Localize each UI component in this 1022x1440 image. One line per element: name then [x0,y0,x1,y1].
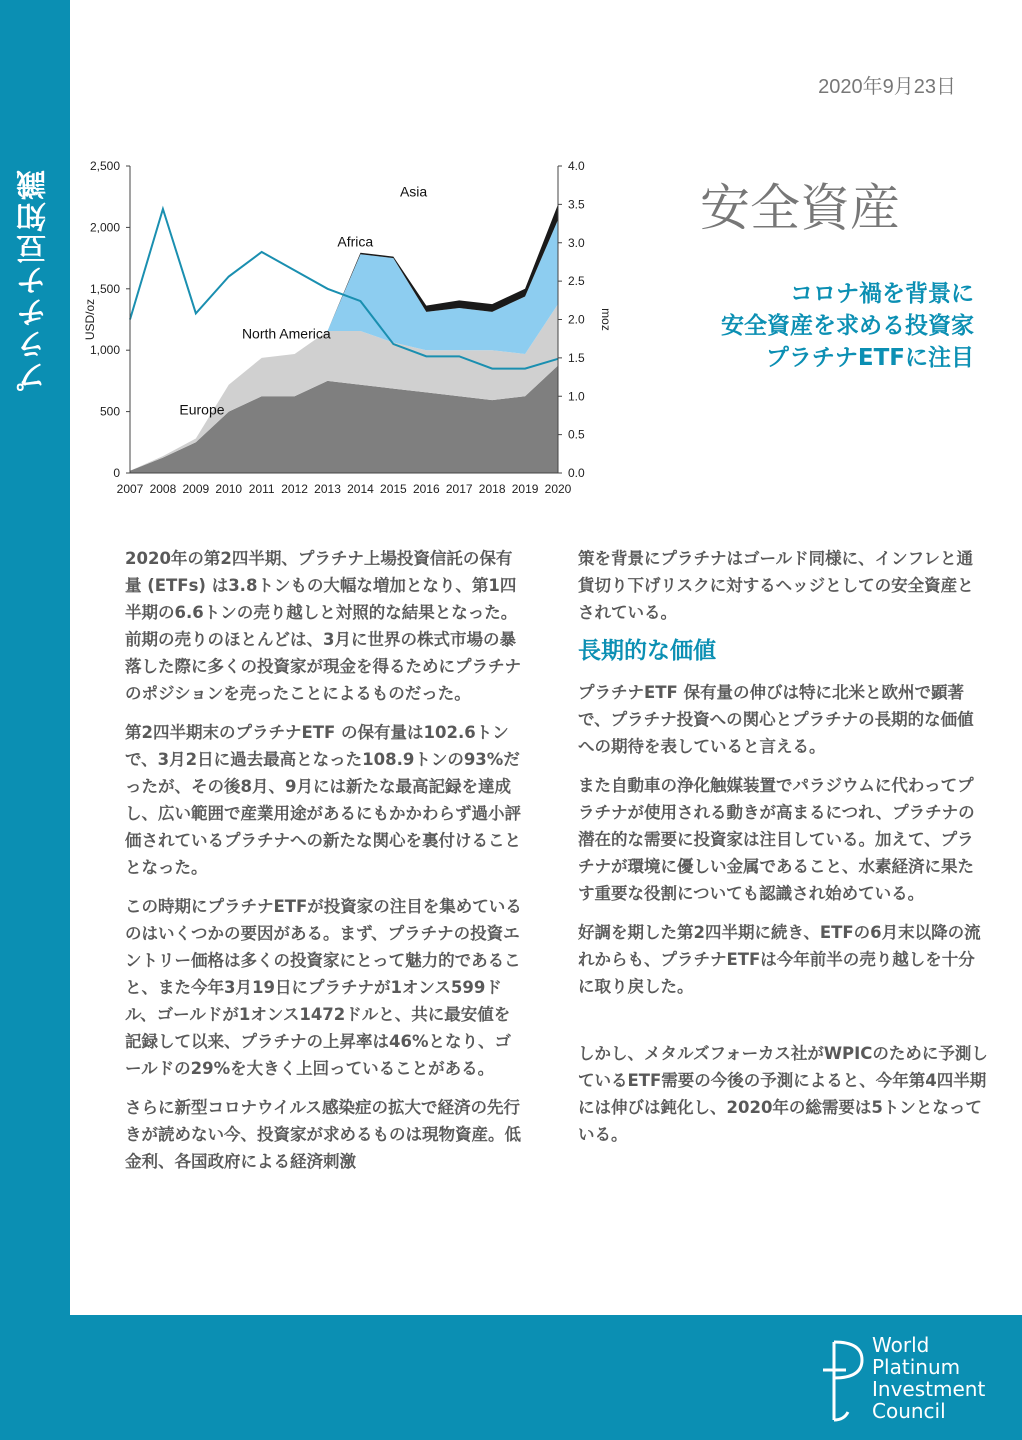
y-left-tick-label: 500 [99,404,120,419]
logo-line: Platinum [872,1355,961,1379]
y-left-tick-label: 1,000 [89,343,120,358]
logo-line: Investment [872,1377,986,1401]
body-paragraph: 策を背景にプラチナはゴールド同様に、インフレと通貨切り下げリスクに対するヘッジとしての安全資産とされている。 [578,549,974,622]
subtitle-line: コロナ禍を背景に [790,281,974,307]
y-left-tick-label: 0 [113,466,120,480]
page-title: 安全資産 [700,179,900,237]
x-tick-label: 2017 [445,482,473,496]
text-column-left [125,545,525,1187]
body-paragraph: 好調を期した第2四半期に続き、ETFの6月末以降の流れからも、プラチナETFは今年前半の売り越しを十分に取り戻した。 [578,923,981,996]
logo-line: World [872,1333,930,1357]
body-paragraph: さらに新型コロナウイルス感染症の拡大で経済の先行きが読めない今、投資家が求めるものは現物資産。低金利、各国政府による経済刺激 [125,1098,521,1171]
y-right-tick-label: 3.0 [568,235,585,250]
x-tick-label: 2007 [116,482,144,496]
y-right-tick-label: 0.0 [568,466,585,480]
y-right-tick-label: 3.5 [568,197,585,212]
x-tick-label: 2018 [478,482,506,496]
y-right-tick-label: 2.0 [568,312,585,327]
x-tick-label: 2020 [544,482,572,496]
body-paragraph: プラチナETF 保有量の伸びは特に北米と欧州で顕著で、プラチナ投資への関心とプラチナの長期的な価値への期待を表していると言える。 [578,683,974,756]
publish-date: 2020年9月23日 [818,76,956,98]
y-left-tick-label: 2,000 [89,220,120,235]
etf-holdings-chart [80,150,620,505]
text-column-right [578,545,988,1160]
y-left-tick-label: 2,500 [89,159,120,173]
x-tick-label: 2012 [281,482,308,496]
x-tick-label: 2013 [314,482,341,496]
body-paragraph: また自動車の浄化触媒装置でパラジウムに代わってプラチナが使用される動きが高まるにつれ、プラチナの潜在的な需要に投資家は注目している。加えて、プラチナが環境に優しい金属であること、水素経済に果たす重要な役割についても認識され始めている。 [578,776,975,903]
y-right-tick-label: 2.5 [568,274,585,289]
section-heading: 長期的な価値 [578,638,716,664]
sidebar [0,0,70,1440]
subtitle-line: プラチナETFに注目 [765,345,974,371]
x-tick-label: 2016 [412,482,440,496]
x-tick-label: 2015 [380,482,407,496]
logo-line: Council [872,1399,946,1423]
x-tick-label: 2014 [347,482,374,496]
x-tick-label: 2011 [248,482,275,496]
y-right-tick-label: 1.5 [568,350,585,365]
logo-wordmark [872,1334,985,1422]
wpic-logo-mark [820,1336,866,1426]
y-right-tick-label: 0.5 [568,427,585,442]
series-label: North America [241,325,331,342]
series-label: Africa [337,233,374,250]
body-paragraph: この時期にプラチナETFが投資家の注目を集めているのはいくつかの要因がある。まず、プラチナの投資エントリー価格は多くの投資家にとって魅力的であること、また今年3月19日にプラチナが1オンス599ドル、ゴールドが1オンス1472ドルと、共に最安値を記録して以来、プラチナの上昇率は46%となり、ゴールドの29%を大きく上回っていることがある。 [125,897,522,1078]
y-left-tick-label: 1,500 [89,281,120,296]
wpic-logo [820,1334,1000,1429]
body-paragraph: 第2四半期末のプラチナETF の保有量は102.6トンで、3月2日に過去最高となった108.9トンの93%だったが、その後8月、9月には新たな最高記録を達成し、広い範囲で産業用途があるにもかかわらず過小評価されているプラチナへの新たな関心を裏付けることとなった。 [125,723,521,877]
x-tick-label: 2008 [149,482,177,496]
x-tick-label: 2010 [215,482,243,496]
x-tick-label: 2019 [511,482,539,496]
subtitle-line: 安全資産を求める投資家 [721,313,974,339]
subtitle [574,278,974,374]
body-paragraph: しかし、メタルズフォーカス社がWPICのために予測しているETF需要の今後の予測によると、今年第4四半期には伸びは鈍化し、2020年の総需要は5トンとなっている。 [578,1044,988,1144]
sidebar-title: プラチナ豆知識 [17,168,52,392]
series-label: Europe [179,401,225,418]
body-paragraph: 2020年の第2四半期、プラチナ上場投資信託の保有量 (ETFs) は3.8トンもの大幅な増加となり、第1四半期の6.6トンの売り越しと対照的な結果となった。前期の売りのほとんどは、3月に世界の株式市場の暴落した際に多くの投資家が現金を得るためにプラチナのポジションを売ったことによるものだった。 [125,549,521,703]
y-right-tick-label: 1.0 [568,389,585,404]
x-tick-label: 2009 [182,482,210,496]
y-axis-left-title: USD/oz [83,298,97,341]
y-axis-right-title: moz [599,308,613,331]
y-right-tick-label: 4.0 [568,159,585,173]
series-label: Asia [399,183,428,200]
